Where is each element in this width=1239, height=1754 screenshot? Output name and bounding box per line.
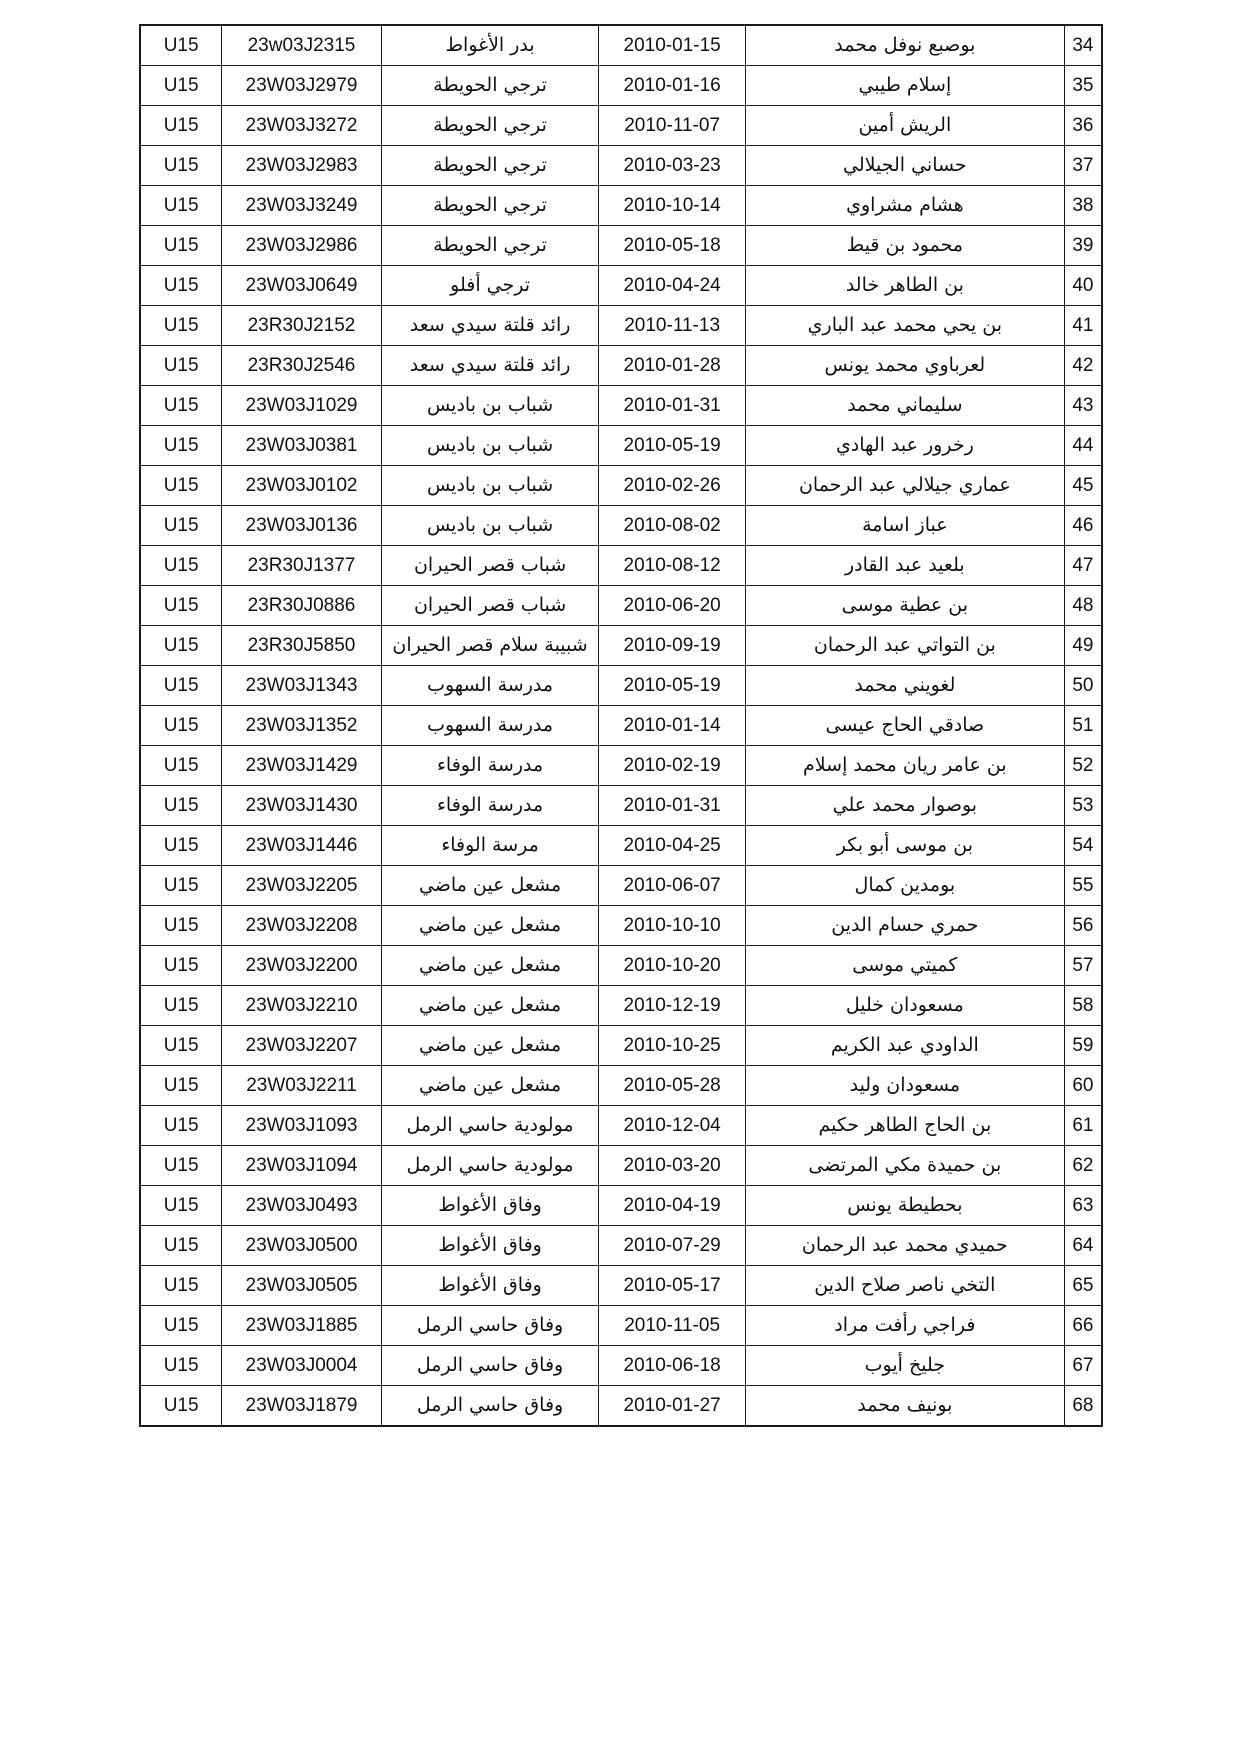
birth-date-cell: 2010-01-15 xyxy=(599,25,745,66)
license-number-cell: 23w03J2315 xyxy=(222,25,381,66)
license-number-cell: 23W03J0649 xyxy=(222,266,381,306)
player-name-cell: مسعودان وليد xyxy=(745,1066,1064,1106)
player-name-cell: فراجي رأفت مراد xyxy=(745,1306,1064,1346)
category-cell: U15 xyxy=(140,506,222,546)
category-cell: U15 xyxy=(140,586,222,626)
birth-date-cell: 2010-07-29 xyxy=(599,1226,745,1266)
category-cell: U15 xyxy=(140,346,222,386)
license-number-cell: 23W03J2983 xyxy=(222,146,381,186)
license-number-cell: 23W03J1094 xyxy=(222,1146,381,1186)
club-cell: مشعل عين ماضي xyxy=(381,1066,599,1106)
table-row xyxy=(140,106,1102,146)
club-cell: شباب بن باديس xyxy=(381,426,599,466)
license-number-cell: 23W03J0102 xyxy=(222,466,381,506)
birth-date-cell: 2010-04-25 xyxy=(599,826,745,866)
club-cell: ترجي الحويطة xyxy=(381,106,599,146)
table-row xyxy=(140,66,1102,106)
category-cell: U15 xyxy=(140,1226,222,1266)
category-cell: U15 xyxy=(140,146,222,186)
club-cell: ترجي أفلو xyxy=(381,266,599,306)
club-cell: شباب بن باديس xyxy=(381,386,599,426)
category-cell: U15 xyxy=(140,306,222,346)
row-number-cell: 38 xyxy=(1064,186,1102,226)
club-cell: مشعل عين ماضي xyxy=(381,986,599,1026)
table-row xyxy=(140,186,1102,226)
license-number-cell: 23W03J0004 xyxy=(222,1346,381,1386)
player-name-cell: لغويني محمد xyxy=(745,666,1064,706)
player-name-cell: محمود بن قيط xyxy=(745,226,1064,266)
player-name-cell: حميدي محمد عبد الرحمان xyxy=(745,1226,1064,1266)
table-row xyxy=(140,586,1102,626)
player-name-cell: بلعيد عبد القادر xyxy=(745,546,1064,586)
license-number-cell: 23W03J2200 xyxy=(222,946,381,986)
license-number-cell: 23W03J0505 xyxy=(222,1266,381,1306)
license-number-cell: 23W03J1429 xyxy=(222,746,381,786)
license-number-cell: 23W03J2208 xyxy=(222,906,381,946)
player-name-cell: إسلام طيبي xyxy=(745,66,1064,106)
player-name-cell: حمري حسام الدين xyxy=(745,906,1064,946)
birth-date-cell: 2010-02-26 xyxy=(599,466,745,506)
category-cell: U15 xyxy=(140,786,222,826)
club-cell: مولودية حاسي الرمل xyxy=(381,1146,599,1186)
player-name-cell: بن عامر ريان محمد إسلام xyxy=(745,746,1064,786)
category-cell: U15 xyxy=(140,266,222,306)
row-number-cell: 58 xyxy=(1064,986,1102,1026)
birth-date-cell: 2010-01-31 xyxy=(599,386,745,426)
row-number-cell: 36 xyxy=(1064,106,1102,146)
category-cell: U15 xyxy=(140,746,222,786)
category-cell: U15 xyxy=(140,706,222,746)
club-cell: وفاق الأغواط xyxy=(381,1226,599,1266)
club-cell: وفاق الأغواط xyxy=(381,1266,599,1306)
club-cell: رائد قلتة سيدي سعد xyxy=(381,346,599,386)
row-number-cell: 65 xyxy=(1064,1266,1102,1306)
player-name-cell: بن الحاج الطاهر حكيم xyxy=(745,1106,1064,1146)
row-number-cell: 52 xyxy=(1064,746,1102,786)
player-name-cell: بحطيطة يونس xyxy=(745,1186,1064,1226)
license-number-cell: 23R30J2546 xyxy=(222,346,381,386)
club-cell: شبيبة سلام قصر الحيران xyxy=(381,626,599,666)
license-number-cell: 23W03J1029 xyxy=(222,386,381,426)
license-number-cell: 23W03J1352 xyxy=(222,706,381,746)
player-name-cell: صادقي الحاج عيسى xyxy=(745,706,1064,746)
table-row xyxy=(140,986,1102,1026)
player-name-cell: بن حميدة مكي المرتضى xyxy=(745,1146,1064,1186)
row-number-cell: 50 xyxy=(1064,666,1102,706)
birth-date-cell: 2010-08-02 xyxy=(599,506,745,546)
table-row xyxy=(140,146,1102,186)
row-number-cell: 41 xyxy=(1064,306,1102,346)
birth-date-cell: 2010-06-20 xyxy=(599,586,745,626)
birth-date-cell: 2010-01-16 xyxy=(599,66,745,106)
birth-date-cell: 2010-05-17 xyxy=(599,1266,745,1306)
player-name-cell: بن عطية موسى xyxy=(745,586,1064,626)
table-row xyxy=(140,906,1102,946)
birth-date-cell: 2010-04-24 xyxy=(599,266,745,306)
player-name-cell: بن موسى أبو بكر xyxy=(745,826,1064,866)
row-number-cell: 55 xyxy=(1064,866,1102,906)
club-cell: وفاق الأغواط xyxy=(381,1186,599,1226)
category-cell: U15 xyxy=(140,666,222,706)
category-cell: U15 xyxy=(140,946,222,986)
table-row xyxy=(140,666,1102,706)
row-number-cell: 60 xyxy=(1064,1066,1102,1106)
player-name-cell: سليماني محمد xyxy=(745,386,1064,426)
table-row xyxy=(140,1026,1102,1066)
row-number-cell: 66 xyxy=(1064,1306,1102,1346)
license-number-cell: 23W03J3272 xyxy=(222,106,381,146)
license-number-cell: 23W03J2211 xyxy=(222,1066,381,1106)
category-cell: U15 xyxy=(140,1106,222,1146)
birth-date-cell: 2010-11-07 xyxy=(599,106,745,146)
player-name-cell: بونيف محمد xyxy=(745,1386,1064,1427)
table-row xyxy=(140,346,1102,386)
row-number-cell: 45 xyxy=(1064,466,1102,506)
player-name-cell: بوصوار محمد علي xyxy=(745,786,1064,826)
license-number-cell: 23W03J0493 xyxy=(222,1186,381,1226)
club-cell: وفاق حاسي الرمل xyxy=(381,1346,599,1386)
table-row xyxy=(140,25,1102,66)
row-number-cell: 68 xyxy=(1064,1386,1102,1427)
table-row xyxy=(140,306,1102,346)
player-name-cell: التخي ناصر صلاح الدين xyxy=(745,1266,1064,1306)
license-number-cell: 23W03J0136 xyxy=(222,506,381,546)
birth-date-cell: 2010-06-07 xyxy=(599,866,745,906)
category-cell: U15 xyxy=(140,25,222,66)
license-number-cell: 23W03J1343 xyxy=(222,666,381,706)
club-cell: رائد قلتة سيدي سعد xyxy=(381,306,599,346)
birth-date-cell: 2010-05-18 xyxy=(599,226,745,266)
category-cell: U15 xyxy=(140,906,222,946)
license-number-cell: 23R30J5850 xyxy=(222,626,381,666)
player-name-cell: جليخ أيوب xyxy=(745,1346,1064,1386)
table-row xyxy=(140,866,1102,906)
table-row xyxy=(140,466,1102,506)
player-name-cell: بن الطاهر خالد xyxy=(745,266,1064,306)
category-cell: U15 xyxy=(140,1186,222,1226)
row-number-cell: 64 xyxy=(1064,1226,1102,1266)
category-cell: U15 xyxy=(140,106,222,146)
license-number-cell: 23W03J1885 xyxy=(222,1306,381,1346)
player-name-cell: بن التواتي عبد الرحمان xyxy=(745,626,1064,666)
club-cell: بدر الأغواط xyxy=(381,25,599,66)
category-cell: U15 xyxy=(140,186,222,226)
row-number-cell: 57 xyxy=(1064,946,1102,986)
player-name-cell: الداودي عبد الكريم xyxy=(745,1026,1064,1066)
license-number-cell: 23W03J2207 xyxy=(222,1026,381,1066)
category-cell: U15 xyxy=(140,426,222,466)
club-cell: شباب قصر الحيران xyxy=(381,546,599,586)
club-cell: ترجي الحويطة xyxy=(381,186,599,226)
license-number-cell: 23W03J2986 xyxy=(222,226,381,266)
birth-date-cell: 2010-04-19 xyxy=(599,1186,745,1226)
club-cell: وفاق حاسي الرمل xyxy=(381,1306,599,1346)
club-cell: شباب بن باديس xyxy=(381,506,599,546)
birth-date-cell: 2010-01-31 xyxy=(599,786,745,826)
row-number-cell: 34 xyxy=(1064,25,1102,66)
row-number-cell: 63 xyxy=(1064,1186,1102,1226)
roster-table-body xyxy=(140,25,1102,1426)
birth-date-cell: 2010-01-28 xyxy=(599,346,745,386)
birth-date-cell: 2010-12-04 xyxy=(599,1106,745,1146)
table-row xyxy=(140,426,1102,466)
license-number-cell: 23R30J2152 xyxy=(222,306,381,346)
club-cell: مدرسة الوفاء xyxy=(381,786,599,826)
row-number-cell: 53 xyxy=(1064,786,1102,826)
row-number-cell: 35 xyxy=(1064,66,1102,106)
license-number-cell: 23W03J3249 xyxy=(222,186,381,226)
row-number-cell: 40 xyxy=(1064,266,1102,306)
birth-date-cell: 2010-12-19 xyxy=(599,986,745,1026)
category-cell: U15 xyxy=(140,1146,222,1186)
category-cell: U15 xyxy=(140,1066,222,1106)
club-cell: شباب بن باديس xyxy=(381,466,599,506)
table-row xyxy=(140,1386,1102,1427)
table-row xyxy=(140,1346,1102,1386)
license-number-cell: 23W03J2979 xyxy=(222,66,381,106)
table-row xyxy=(140,1266,1102,1306)
table-row xyxy=(140,266,1102,306)
birth-date-cell: 2010-10-10 xyxy=(599,906,745,946)
license-number-cell: 23R30J0886 xyxy=(222,586,381,626)
birth-date-cell: 2010-10-25 xyxy=(599,1026,745,1066)
birth-date-cell: 2010-05-19 xyxy=(599,426,745,466)
birth-date-cell: 2010-02-19 xyxy=(599,746,745,786)
player-name-cell: الريش أمين xyxy=(745,106,1064,146)
table-row xyxy=(140,746,1102,786)
table-row xyxy=(140,626,1102,666)
category-cell: U15 xyxy=(140,986,222,1026)
category-cell: U15 xyxy=(140,626,222,666)
license-number-cell: 23W03J2210 xyxy=(222,986,381,1026)
club-cell: مدرسة الوفاء xyxy=(381,746,599,786)
player-name-cell: بوصبع نوفل محمد xyxy=(745,25,1064,66)
birth-date-cell: 2010-05-19 xyxy=(599,666,745,706)
row-number-cell: 62 xyxy=(1064,1146,1102,1186)
player-name-cell: هشام مشراوي xyxy=(745,186,1064,226)
license-number-cell: 23W03J1093 xyxy=(222,1106,381,1146)
row-number-cell: 43 xyxy=(1064,386,1102,426)
table-row xyxy=(140,1226,1102,1266)
table-row xyxy=(140,826,1102,866)
category-cell: U15 xyxy=(140,466,222,506)
player-name-cell: بومدين كمال xyxy=(745,866,1064,906)
table-row xyxy=(140,706,1102,746)
row-number-cell: 37 xyxy=(1064,146,1102,186)
player-roster-table xyxy=(139,24,1103,1427)
club-cell: مشعل عين ماضي xyxy=(381,866,599,906)
row-number-cell: 49 xyxy=(1064,626,1102,666)
category-cell: U15 xyxy=(140,1026,222,1066)
license-number-cell: 23W03J2205 xyxy=(222,866,381,906)
player-name-cell: مسعودان خليل xyxy=(745,986,1064,1026)
license-number-cell: 23W03J0381 xyxy=(222,426,381,466)
club-cell: وفاق حاسي الرمل xyxy=(381,1386,599,1427)
table-row xyxy=(140,1066,1102,1106)
row-number-cell: 47 xyxy=(1064,546,1102,586)
table-row xyxy=(140,386,1102,426)
birth-date-cell: 2010-01-27 xyxy=(599,1386,745,1427)
row-number-cell: 54 xyxy=(1064,826,1102,866)
row-number-cell: 59 xyxy=(1064,1026,1102,1066)
birth-date-cell: 2010-09-19 xyxy=(599,626,745,666)
birth-date-cell: 2010-10-20 xyxy=(599,946,745,986)
license-number-cell: 23W03J1430 xyxy=(222,786,381,826)
club-cell: مرسة الوفاء xyxy=(381,826,599,866)
player-name-cell: لعرباوي محمد يونس xyxy=(745,346,1064,386)
category-cell: U15 xyxy=(140,226,222,266)
club-cell: مدرسة السهوب xyxy=(381,706,599,746)
birth-date-cell: 2010-06-18 xyxy=(599,1346,745,1386)
player-name-cell: عماري جيلالي عبد الرحمان xyxy=(745,466,1064,506)
table-row xyxy=(140,1306,1102,1346)
row-number-cell: 39 xyxy=(1064,226,1102,266)
club-cell: ترجي الحويطة xyxy=(381,66,599,106)
club-cell: مدرسة السهوب xyxy=(381,666,599,706)
row-number-cell: 67 xyxy=(1064,1346,1102,1386)
category-cell: U15 xyxy=(140,1306,222,1346)
row-number-cell: 44 xyxy=(1064,426,1102,466)
player-name-cell: كميتي موسى xyxy=(745,946,1064,986)
table-row xyxy=(140,506,1102,546)
table-row xyxy=(140,786,1102,826)
category-cell: U15 xyxy=(140,866,222,906)
category-cell: U15 xyxy=(140,1346,222,1386)
birth-date-cell: 2010-11-05 xyxy=(599,1306,745,1346)
club-cell: مشعل عين ماضي xyxy=(381,906,599,946)
club-cell: شباب قصر الحيران xyxy=(381,586,599,626)
table-row xyxy=(140,1106,1102,1146)
birth-date-cell: 2010-03-23 xyxy=(599,146,745,186)
birth-date-cell: 2010-03-20 xyxy=(599,1146,745,1186)
row-number-cell: 56 xyxy=(1064,906,1102,946)
row-number-cell: 61 xyxy=(1064,1106,1102,1146)
table-row xyxy=(140,546,1102,586)
table-row xyxy=(140,1146,1102,1186)
birth-date-cell: 2010-08-12 xyxy=(599,546,745,586)
club-cell: مشعل عين ماضي xyxy=(381,1026,599,1066)
table-row xyxy=(140,226,1102,266)
category-cell: U15 xyxy=(140,66,222,106)
birth-date-cell: 2010-11-13 xyxy=(599,306,745,346)
club-cell: مولودية حاسي الرمل xyxy=(381,1106,599,1146)
table-row xyxy=(140,946,1102,986)
license-number-cell: 23W03J1446 xyxy=(222,826,381,866)
player-name-cell: عباز اسامة xyxy=(745,506,1064,546)
row-number-cell: 46 xyxy=(1064,506,1102,546)
table-row xyxy=(140,1186,1102,1226)
birth-date-cell: 2010-01-14 xyxy=(599,706,745,746)
birth-date-cell: 2010-10-14 xyxy=(599,186,745,226)
club-cell: ترجي الحويطة xyxy=(381,226,599,266)
player-name-cell: حساني الجيلالي xyxy=(745,146,1064,186)
row-number-cell: 48 xyxy=(1064,586,1102,626)
license-number-cell: 23W03J0500 xyxy=(222,1226,381,1266)
category-cell: U15 xyxy=(140,546,222,586)
player-name-cell: رخرور عبد الهادي xyxy=(745,426,1064,466)
row-number-cell: 42 xyxy=(1064,346,1102,386)
category-cell: U15 xyxy=(140,826,222,866)
player-name-cell: بن يحي محمد عبد الباري xyxy=(745,306,1064,346)
birth-date-cell: 2010-05-28 xyxy=(599,1066,745,1106)
club-cell: ترجي الحويطة xyxy=(381,146,599,186)
license-number-cell: 23R30J1377 xyxy=(222,546,381,586)
license-number-cell: 23W03J1879 xyxy=(222,1386,381,1427)
category-cell: U15 xyxy=(140,1386,222,1427)
club-cell: مشعل عين ماضي xyxy=(381,946,599,986)
row-number-cell: 51 xyxy=(1064,706,1102,746)
category-cell: U15 xyxy=(140,1266,222,1306)
category-cell: U15 xyxy=(140,386,222,426)
